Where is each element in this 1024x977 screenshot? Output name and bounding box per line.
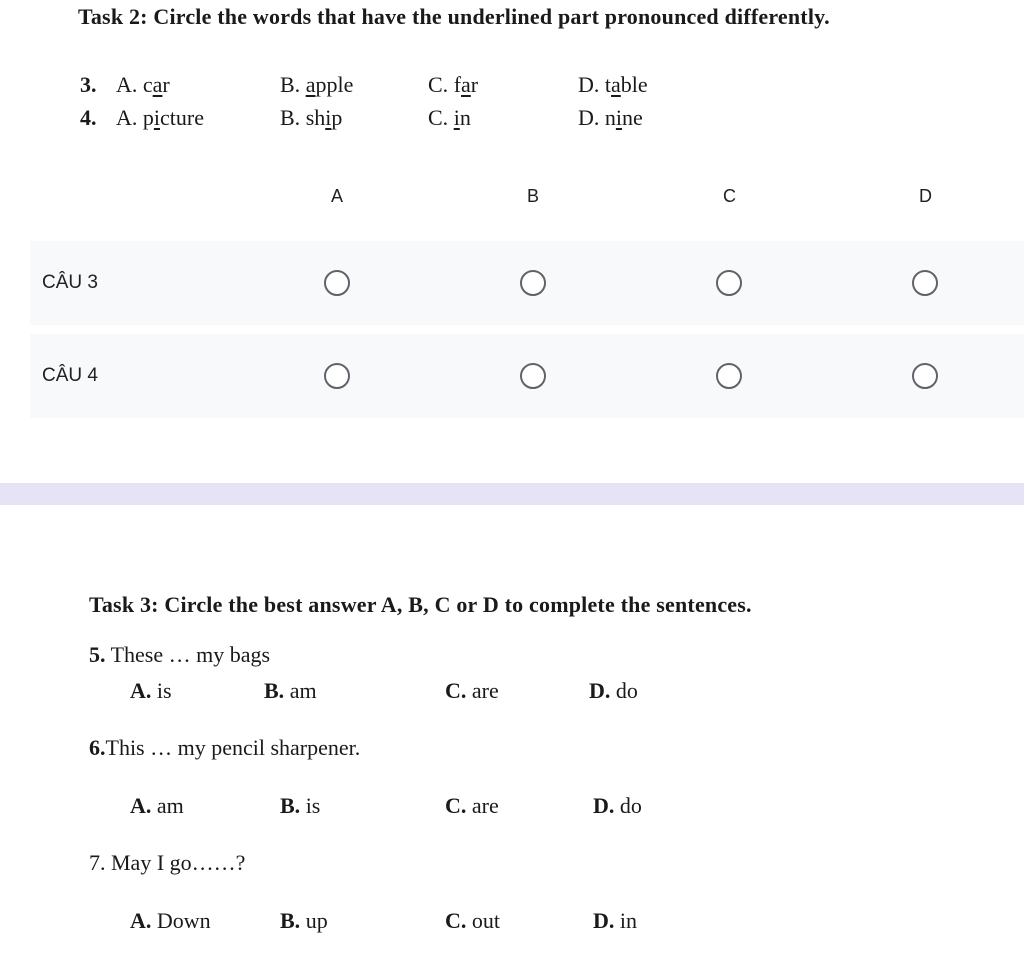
grid-row-cau-4 xyxy=(30,334,1024,418)
q6-option-c: C. are xyxy=(445,793,499,818)
task3-title: Task 3: Circle the best answer A, B, C or D to complete the sentences. xyxy=(89,592,752,617)
question-number: 3. xyxy=(80,72,97,97)
section-divider xyxy=(0,483,1024,505)
task2-q3 xyxy=(80,72,97,98)
radio-cau4-d[interactable] xyxy=(912,363,938,389)
task3-q7-stem: 7. May I go……? xyxy=(89,850,246,875)
q3-option-c: C. far xyxy=(428,72,479,97)
grid-column-d: D xyxy=(919,186,932,206)
radio-cau4-b[interactable] xyxy=(520,363,546,389)
q3-option-d: D. table xyxy=(578,72,648,97)
q7-option-c: C. out xyxy=(445,908,501,933)
grid-column-b: B xyxy=(527,186,540,206)
q7-option-a: A. Down xyxy=(130,908,211,933)
task3-q6-stem: 6.This … my pencil sharpener. xyxy=(89,735,361,760)
q7-option-d: D. in xyxy=(593,908,638,933)
task2-q4 xyxy=(80,105,97,131)
radio-cau3-d[interactable] xyxy=(912,270,938,296)
grid-column-a: A xyxy=(331,186,344,206)
q7-option-b: B. up xyxy=(280,908,328,933)
grid-row-label: CÂU 4 xyxy=(42,365,98,386)
q4-option-d: D. nine xyxy=(578,105,643,130)
grid-row-cau-3 xyxy=(30,241,1024,325)
q6-option-d: D. do xyxy=(593,793,642,818)
q5-option-c: C. are xyxy=(445,678,499,703)
grid-row-label: CÂU 3 xyxy=(42,272,98,293)
q4-option-a: A. picture xyxy=(116,105,204,130)
radio-cau4-c[interactable] xyxy=(716,363,742,389)
radio-cau4-a[interactable] xyxy=(324,363,350,389)
q5-option-a: A. is xyxy=(130,678,172,703)
radio-cau3-a[interactable] xyxy=(324,270,350,296)
radio-cau3-b[interactable] xyxy=(520,270,546,296)
q3-option-b: B. apple xyxy=(280,72,354,97)
q4-option-b: B. ship xyxy=(280,105,343,130)
grid-column-c: C xyxy=(723,186,736,206)
q5-option-d: D. do xyxy=(589,678,638,703)
question-number: 4. xyxy=(80,105,97,130)
task3-q5-stem: 5. These … my bags xyxy=(89,642,271,667)
q6-option-a: A. am xyxy=(130,793,184,818)
radio-cau3-c[interactable] xyxy=(716,270,742,296)
task2-title: Task 2: Circle the words that have the underlined part pronounced differently. xyxy=(78,4,830,29)
q5-option-b: B. am xyxy=(264,678,317,703)
q6-option-b: B. is xyxy=(280,793,321,818)
q4-option-c: C. in xyxy=(428,105,471,130)
q3-option-a: A. car xyxy=(116,72,170,97)
